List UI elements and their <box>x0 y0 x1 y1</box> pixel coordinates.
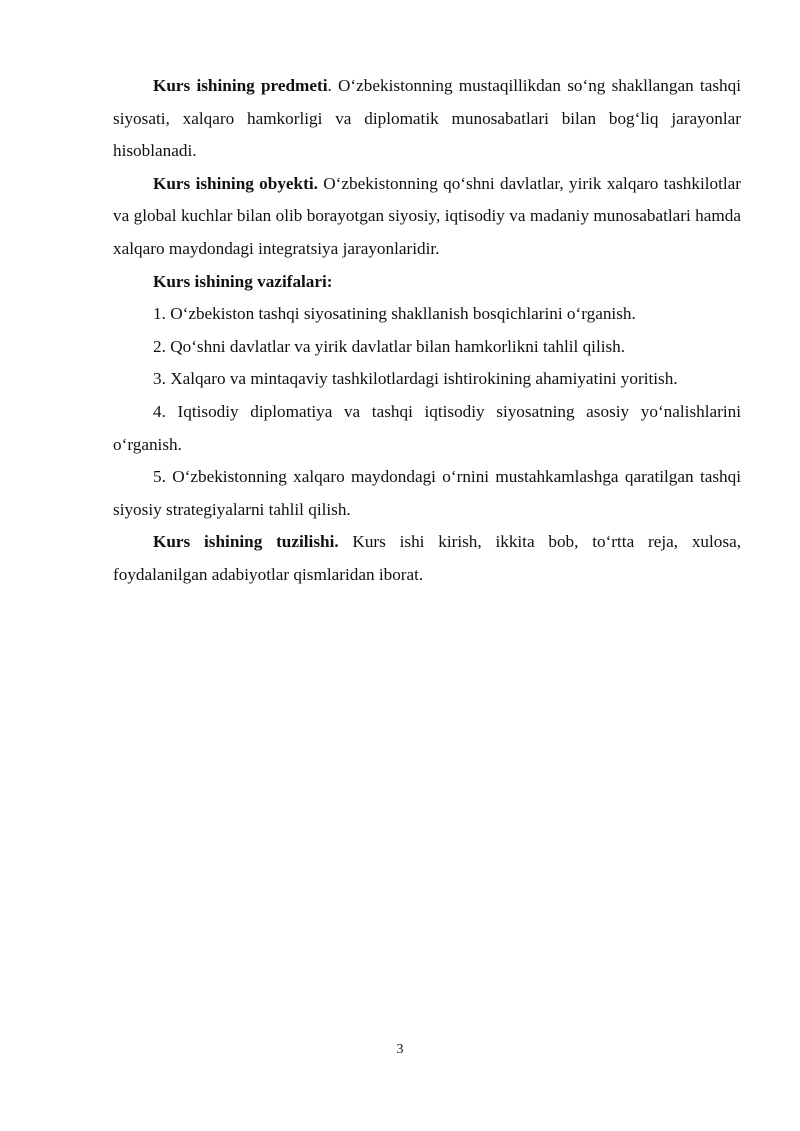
subject-text: . O‘zbekistonning mustaqillikdan so‘ng shakllangan tashqi siyosati, xalqaro hamkorligi va diplomatik munosabatlari bilan bog‘liq jarayonlar hisoblanadi. <box>113 76 741 161</box>
task-item: 2. Qo‘shni davlatlar va yirik davlatlar bilan hamkorlikni tahlil qilish. <box>153 336 626 356</box>
tasks-heading <box>113 266 741 299</box>
subject-label: Kurs ishining predmeti <box>153 76 328 95</box>
document-page <box>113 70 741 592</box>
structure-text: Kurs ishi kirish, ikkita bob, to‘rtta reja, xulosa, foydalanilgan adabiyotlar qismlaridan iborat. <box>113 532 741 584</box>
object-paragraph <box>113 168 741 266</box>
structure-label: Kurs ishining tuzilishi. <box>153 532 339 552</box>
structure-paragraph <box>113 526 741 591</box>
tasks-label: Kurs ishining vazifalari: <box>153 271 333 291</box>
object-text: O‘zbekistonning qo‘shni davlatlar, yirik xalqaro tashkilotlar va global kuchlar bilan olib borayotgan siyosiy, iqtisodiy va madaniy munosabatlari hamda xalqaro maydondagi integratsiya jarayonlaridir. <box>113 173 741 258</box>
task-item: 3. Xalqaro va mintaqaviy tashkilotlardagi ishtirokining ahamiyatini yoritish. <box>153 369 678 389</box>
subject-paragraph <box>113 70 741 168</box>
object-label: Kurs ishining obyekti. <box>153 173 318 193</box>
task-item: 4. Iqtisodiy diplomatiya va tashqi iqtisodiy siyosatning asosiy yo‘nalishlarini o‘rganish. <box>113 401 741 454</box>
page-number: 3 <box>396 1042 404 1057</box>
task-item: 1. O‘zbekiston tashqi siyosatining shakllanish bosqichlarini o‘rganish. <box>153 304 636 324</box>
task-item: 5. O‘zbekistonning xalqaro maydondagi o‘rnini mustahkamlashga qaratilgan tashqi siyosiy strategiyalarni tahlil qilish. <box>113 467 741 519</box>
